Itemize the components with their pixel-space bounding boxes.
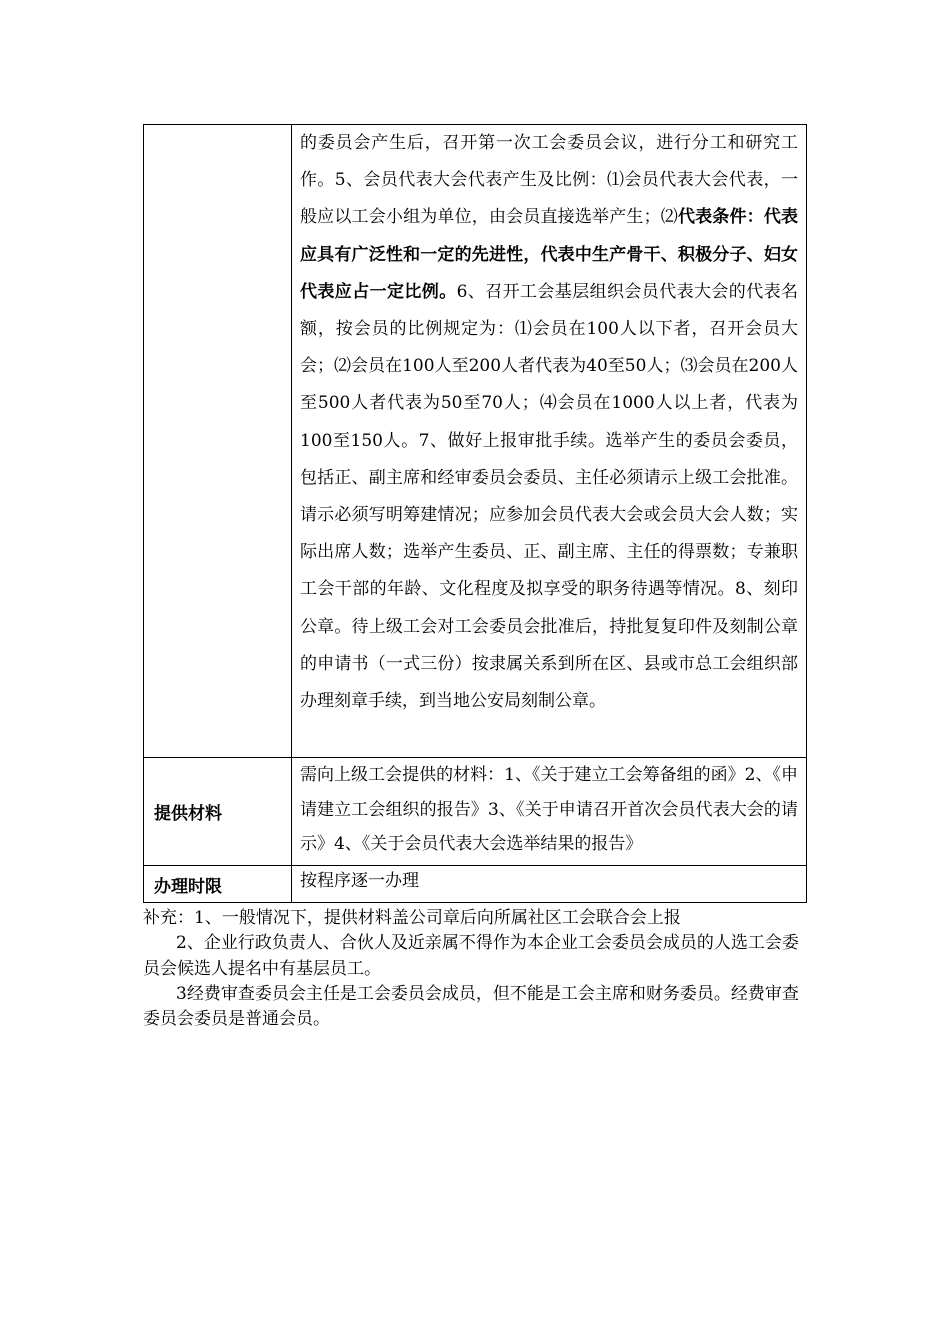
details-segment-bold: 代表条件：代表应具有广泛性和一定的先进性，代表中生产骨干、积极分子、妇女代表应占一定比例。 <box>300 207 799 302</box>
details-segment-1: 的委员会产生后，召开第一次工会委员会议，进行分工和研究工作。5、会员代表大会代表产生及比例：⑴会员代表大会代表，一般应以工会小组为单位，由会员直接选举产生；⑵ <box>300 133 798 228</box>
time-limit-cell <box>292 866 807 903</box>
empty-label-cell <box>144 125 292 758</box>
materials-label: 提供材料 <box>144 758 292 866</box>
procedure-details-text <box>292 125 806 757</box>
materials-text: 需向上级工会提供的材料：1、《关于建立工会筹备组的函》2、《申请建立工会组织的报告》3、《关于申请召开首次会员代表大会的请示》4、《关于会员代表大会选举结果的报告》 <box>300 765 798 854</box>
details-segment-3: 6、召开工会基层组织会员代表大会的代表名额，按会员的比例规定为：⑴会员在100人以下者，召开会员大会；⑵会员在100人至200人者代表为40至50人；⑶会员在200人至500人者代表为50至70人；⑷会员在1000人以上者，代表为100至150人。7、做好上报审批手续。选举产生的委员会委员，包括正、副主席和经审委员会委员、主任必须请示上级工会批准。请示必须写明筹建情况；应参加会员代表大会或会员大会人数；实际出席人数；选举产生委员、正、副主席、主任的得票数；专兼职工会干部的年龄、文化程度及拟享受的职务待遇等情况。8、刻印公章。待上级工会对工会委员会批准后，持批复复印件及刻制公章的申请书（一式三份）按隶属关系到所在区、县或市总工会组织部办理刻章手续，到当地公安局刻制公章。 <box>300 281 798 712</box>
supplementary-notes <box>143 906 809 1032</box>
table-row-procedure-details <box>144 125 807 758</box>
time-limit-label: 办理时限 <box>144 866 292 903</box>
procedure-table <box>143 124 807 903</box>
table-row-time-limit <box>144 866 807 903</box>
materials-cell <box>292 758 807 866</box>
note-line-1: 补充：1、一般情况下，提供材料盖公司章后向所属社区工会联合会上报 <box>143 908 681 928</box>
procedure-details-cell <box>292 125 807 758</box>
note-line-3: 3经费审查委员会主任是工会委员会成员，但不能是工会主席和财务委员。经费审查委员会委员是普通会员。 <box>143 983 799 1030</box>
note-line-2: 2、企业行政负责人、合伙人及近亲属不得作为本企业工会委员会成员的人选工会委员会候选人提名中有基层员工。 <box>143 933 799 979</box>
time-limit-text: 按程序逐一办理 <box>300 871 419 891</box>
table-row-materials <box>144 758 807 866</box>
